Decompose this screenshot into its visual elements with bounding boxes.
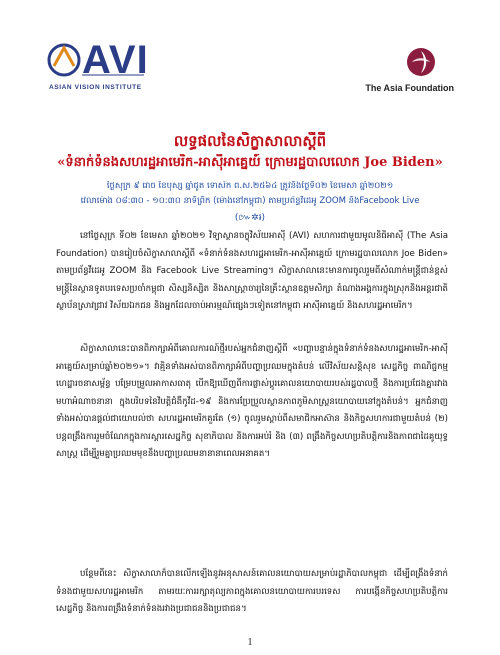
document-subtitle: «ទំនាក់ទំនងសហរដ្ឋអាមេរិក-អាស៊ីអាគ្នេយ៍ ក្រោមរដ្ឋបាលលោក Joe Biden»	[57, 155, 443, 170]
paragraph-2	[56, 341, 448, 563]
avi-wordmark: AVI	[82, 38, 149, 82]
avi-tagline: ASIAN VISION INSTITUTE	[49, 84, 142, 91]
paragraph-3	[56, 566, 448, 638]
paragraph-1	[56, 228, 448, 338]
paragraph-1-text: នៅថ្ងៃសុក្រ ទី០២ ខែមេសា ឆ្នាំ២០២១ វិទ្យាស្ថានចក្ខុវិស័យអាស៊ី (AVI) សហការជាមួយមូលនិធិអាស៊ី (The Asia Foundation) បានរៀបចំសិក្ខាសាលាស្តីពី «ទំនាក់ទំនងសហរដ្ឋអាមេរិក-អាស៊ីអាគ្នេយ៍ ក្រោមរដ្ឋបាលលោក Joe Biden» តាមប្រព័ន្ធវីដេអូ ZOOM និង Facebook Live Streaming។ សិក្ខាសាលានេះមានការចូលរួមពីសំណាក់មន្ត្រីជាន់ខ្ពស់ មន្ត្រីនៃស្ថានទូតបរទេសប្រចាំកម្ពុជា សិស្សនិស្សិត និងសាស្ត្រាចារ្យនៃគ្រឹះស្ថានឧត្តមសិក្សា តំណាងអង្គការក្នុងស្រុកនិងអន្តរជាតិ ស្ថាប័នស្រាវជ្រាវ វិស័យឯកជន និងអ្នកដែលចាប់អារម្មណ៍ផ្សេងៗទៀតនៅកម្ពុជា អាស៊ីអាគ្នេយ៍ និងសហរដ្ឋអាមេរិក។	[56, 231, 448, 311]
asia-foundation-emblem-graphic	[406, 47, 436, 77]
asia-foundation-emblem	[406, 47, 436, 77]
section-ornament: (៚✲៛)	[234, 213, 266, 223]
document-title: លទ្ធផលនៃសិក្ខាសាលាស្តីពី	[173, 132, 327, 150]
paragraph-3-text: បន្ថែមពីនេះ សិក្ខាសាលាក៏បានលើកឡើងនូវអនុសាសន៍គោលនយោបាយសម្រាប់រដ្ឋាភិបាលកម្ពុជា ដើម្បីពង្រឹងទំនាក់ទំនងជាមួយសហរដ្ឋអាមេរិក តាមរយៈការរក្សាតុល្យភាពក្នុងគោលនយោបាយការបរទេស ការបង្កើនកិច្ចសហប្រតិបត្តិការសេដ្ឋកិច្ច និងការពង្រឹងទំនាក់ទំនងរវាងប្រជាជននិងប្រជាជន។	[56, 569, 448, 614]
page-number: 1	[247, 637, 253, 648]
paragraph-2-text: សិក្ខាសាលានេះបានពិភាក្សាអំពីគោលការណ៍ថ្មីរបស់អ្នកជំនាញស្តីពី «បញ្ហាបន្ទាន់ក្នុងទំនាក់ទំនងសហរដ្ឋអាមេរិក-អាស៊ីអាគ្នេយ៍សម្រាប់ឆ្នាំ២០២១»។ វាគ្មិនទាំងអស់បានពិភាក្សាអំពីបញ្ហាប្រឈមក្នុងតំបន់ លើវិស័យសន្តិសុខ សេដ្ឋកិច្ច ពាណិជ្ជកម្ម ហេដ្ឋារចនាសម្ព័ន្ធ បម្រែបម្រួលអាកាសធាតុ បើកឱ្យឃើញពីការផ្លាស់ប្តូរគោលនយោបាយរបស់រដ្ឋបាលថ្មី និងការប្រជែងគ្នារវាងមហាអំណាចនានា ក្នុងបរិបទនៃវិបត្តិជំងឺកូវីដ-១៩ និងការប្រែប្រួលស្ថានភាពភូមិសាស្ត្រនយោបាយនៅក្នុងតំបន់។ អ្នកជំនាញទាំងអស់បានផ្តល់ជាយោបល់ថា សហរដ្ឋអាមេរិកគួរតែ (១) ចូលរួមស្តាប់ពីសមាជិកអាស៊ាន និងកិច្ចសហការជាមួយតំបន់ (២) បន្តពង្រឹងការរួមចំណែកក្នុងការស្តារសេដ្ឋកិច្ច សុខាភិបាល និងការអប់រំ និង (៣) ពង្រឹងកិច្ចសហប្រតិបត្តិការនិងភាពជាដៃគូយុទ្ធសាស្ត្រ ដើម្បីរួមគ្នាប្រឈមមុខនឹងបញ្ហាប្រឈមនានានាពេលអនាគត។	[56, 344, 448, 459]
asia-foundation-name: The Asia Foundation	[365, 83, 454, 93]
event-date: ថ្ងៃសុក្រ ៩ រោច ខែបុស្ស ឆ្នាំជូត ទោស័ក ព.ស.២៥៦៤ ត្រូវនឹងថ្ងៃទី០២ ខែមេសា ឆ្នាំ២០២១	[106, 181, 394, 191]
event-time-platform: វេលាម៉ោង ០៨:៣០ - ១០:៣០ នាទីព្រឹក (ម៉ោងនៅកម្ពុជា) តាមប្រព័ន្ធវីដេអូ ZOOM និងFacebook Live	[80, 196, 420, 206]
